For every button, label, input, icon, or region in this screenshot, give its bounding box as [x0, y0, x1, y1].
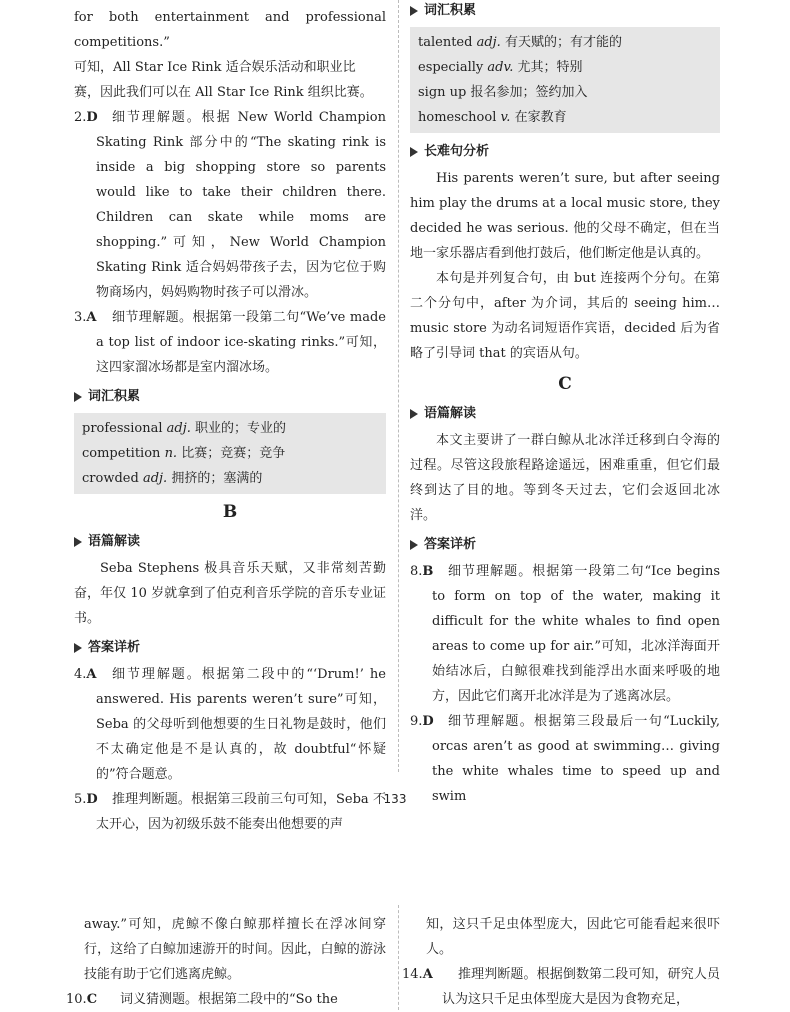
question-10: [66, 987, 386, 1012]
answer-letter: D: [422, 714, 434, 729]
intro-line: for both entertainment and professional competitions.”: [74, 10, 386, 50]
reading-heading: 语篇解读: [410, 401, 720, 426]
question-text: 细节理解题。根据第三段最后一句“Luckily, orcas aren’t as good at swimming… giving the white whales time to speed up and swim: [432, 714, 720, 804]
triangle-icon: [410, 147, 418, 157]
answer-letter: D: [86, 792, 98, 807]
question-text: 词义猜测题。根据第二段中的“So the: [120, 992, 338, 1007]
question-text: 推理判断题。根据第三段前三句可知，Seba 不太开心，因为初级乐鼓不能奏出他想要的声: [96, 792, 386, 832]
triangle-icon: [74, 392, 82, 402]
triangle-icon: [410, 540, 418, 550]
answer-heading: 答案详析: [410, 532, 720, 557]
answer-letter: C: [86, 992, 98, 1007]
question-3: [74, 305, 386, 380]
long-sentence-analysis: 本句是并列复合句，由 but 连接两个分句。在第二个分句中，after 为介词，其后的 seeing him… music store 为动名词短语作宾语，decided 后为省略了引导词 that 的宾语从句。: [410, 271, 720, 361]
question-14: [402, 962, 720, 1012]
question-text: 细节理解题。根据 New World Champion Skating Rink 部分中的“The skating rink is inside a big shopping store so parents would like to take their children there. Children can skate while moms are shopping.”可知，New World Champion Skating Rink 适合妈妈带孩子去，因为它位于购物商场内，妈妈购物时孩子可以滑冰。: [96, 110, 386, 300]
column-divider-bottom: [398, 905, 399, 1010]
section-letter-b: B: [222, 502, 238, 522]
right-column: [410, 0, 720, 809]
vocab-entry: competition n. 比赛；竞赛；竞争: [82, 446, 286, 461]
question-number: 8.B: [410, 564, 434, 579]
vocab-entry: homeschool v. 在家教育: [418, 110, 567, 125]
triangle-icon: [410, 409, 418, 419]
answer-letter: B: [422, 564, 434, 579]
vocab-heading: 词汇积累: [410, 0, 720, 23]
triangle-icon: [74, 643, 82, 653]
vocab-heading: 词汇积累: [74, 384, 386, 409]
intro-line: 赛，因此我们可以在 All Star Ice Rink 组织比赛。: [74, 85, 373, 100]
question-number: 9.D: [410, 714, 434, 729]
answer-letter: A: [422, 967, 433, 982]
question-number: 4.A: [74, 667, 97, 682]
continued-text: 知，这只千足虫体型庞大，因此它可能看起来很吓人。: [426, 917, 720, 957]
long-sentence-heading: 长难句分析: [410, 139, 720, 164]
answer-heading: 答案详析: [74, 635, 386, 660]
question-text: 细节理解题。根据第一段第二句“We’ve made a top list of indoor ice-skating rinks.”可知，这四家溜冰场都是室内溜冰场。: [96, 310, 386, 375]
long-sentence: His parents weren’t sure, but after seeing him play the drums at a local music store, they decided he was serious. 他的父母不确定，但在当地一家乐器店看到他打鼓后，他们断定他是认真的。: [410, 171, 720, 261]
reading-summary: 本文主要讲了一群白鲸从北冰洋迁移到白令海的过程。尽管这段旅程路途遥远，困难重重，但它们最终到达了目的地。等到冬天过去，它们会返回北冰洋。: [410, 433, 720, 523]
question-text: 细节理解题。根据第一段第二句“Ice begins to form on top of the water, making it difficult for the white whales to find open areas to come up for air.”可知，北冰洋海面开始结冰后，白鲸很难找到能浮出水面来呼吸的地方，因此它们离开北冰洋是为了逃离冰层。: [432, 564, 720, 704]
question-number: 2.D: [74, 110, 98, 125]
vocab-entry: crowded adj. 拥挤的；塞满的: [82, 471, 263, 486]
vocab-entry: especially adv. 尤其；特别: [418, 60, 583, 75]
question-number: 5.D: [74, 792, 98, 807]
question-2: [74, 105, 386, 305]
vocab-box: [74, 413, 386, 494]
vocab-entry: professional adj. 职业的；专业的: [82, 421, 287, 436]
left-column: [74, 5, 386, 837]
intro-line: 可知，All Star Ice Rink 适合娱乐活动和职业比: [74, 60, 356, 75]
question-text: 细节理解题。根据第二段中的“‘Drum!’ he answered. His parents weren’t sure”可知，Seba 的父母听到他想要的生日礼物是鼓时，他们不太确定他是不是认真的，故 doubtful“怀疑的”符合题意。: [96, 667, 386, 782]
page-number: 133: [383, 792, 407, 806]
triangle-icon: [74, 537, 82, 547]
next-page-right: [402, 912, 720, 1012]
vocab-box: [410, 27, 720, 133]
answer-letter: A: [86, 310, 97, 325]
continued-text: away.”可知，虎鲸不像白鲸那样擅长在浮冰间穿行，这给了白鲸加速游开的时间。因此，白鲸的游泳技能有助于它们逃离虎鲸。: [84, 917, 386, 982]
question-text: 推理判断题。根据倒数第二段可知，研究人员认为这只千足虫体型庞大是因为食物充足，: [442, 967, 720, 1007]
section-letter-c: C: [558, 374, 572, 394]
next-page-left: [66, 912, 386, 1012]
reading-summary: Seba Stephens 极具音乐天赋，又非常刻苦勤奋，年仅 10 岁就拿到了伯克利音乐学院的音乐专业证书。: [74, 561, 386, 626]
answer-letter: A: [86, 667, 97, 682]
question-4: [74, 662, 386, 787]
question-8: [410, 559, 720, 709]
vocab-entry: talented adj. 有天赋的；有才能的: [418, 35, 622, 50]
question-number: 14.A: [402, 967, 433, 982]
question-number: 3.A: [74, 310, 97, 325]
triangle-icon: [410, 6, 418, 16]
reading-heading: 语篇解读: [74, 529, 386, 554]
vocab-entry: sign up 报名参加；签约加入: [418, 85, 588, 100]
column-divider: [398, 0, 399, 772]
answer-letter: D: [86, 110, 98, 125]
question-number: 10.C: [66, 992, 98, 1007]
